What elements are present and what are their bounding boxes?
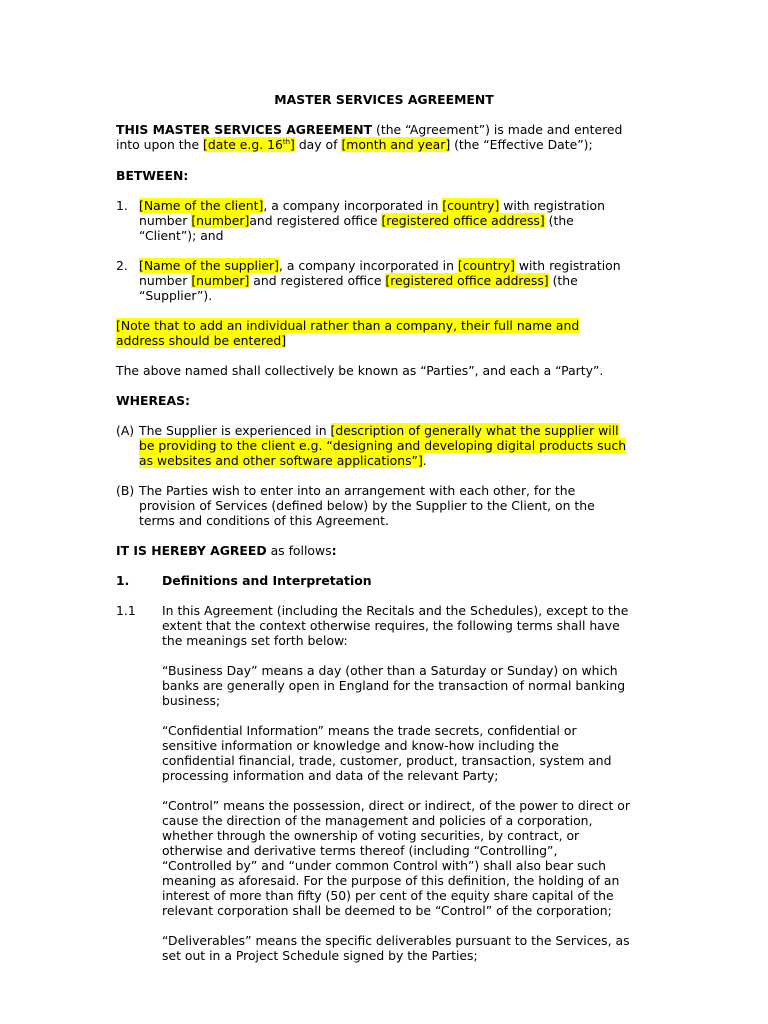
placeholder-number: [number] (191, 213, 250, 228)
def-deliverables-line: “Deliverables” means the specific deliverables pursuant to the Services, as (162, 933, 630, 948)
def-business-day-line: banks are generally open in England for the transaction of normal banking (162, 678, 626, 693)
placeholder-country: [country] (442, 198, 500, 213)
clause-1-1-line-1: In this Agreement (including the Recitals and the Schedules), except to the (162, 603, 629, 618)
placeholder-address: [registered office address] (381, 213, 545, 228)
def-control-line: “Controlled by” and “under common Control with”) shall also bear such (162, 858, 607, 873)
party-2-line-1: [Name of the supplier], a company incorporated in [country] with registration (139, 258, 621, 273)
party-2-line-3: “Supplier”). (139, 288, 213, 303)
whereas-heading: WHEREAS: (116, 393, 190, 408)
recital-a-label: (A) (116, 423, 135, 438)
placeholder-date: [date e.g. 16th] (203, 137, 295, 152)
party-2-line-2: number [number] and registered office [registered office address] (the (139, 273, 578, 288)
party-1-line-2: number [number]and registered office [registered office address] (the (139, 213, 574, 228)
placeholder-address: [registered office address] (385, 273, 549, 288)
recital-a-line-2: be providing to the client e.g. “designing and developing digital products such (139, 438, 627, 453)
section-1-number: 1. (116, 573, 130, 588)
section-1-heading: Definitions and Interpretation (162, 573, 372, 588)
note-line-1: [Note that to add an individual rather than a company, their full name and (116, 318, 580, 333)
document-title: MASTER SERVICES AGREEMENT (274, 92, 494, 107)
agreement-name: THIS MASTER SERVICES AGREEMENT (116, 122, 373, 137)
def-control-line: whether through the ownership of voting securities, by contract, or (162, 828, 580, 843)
recital-b-label: (B) (116, 483, 135, 498)
note-line-2: address should be entered] (116, 333, 287, 348)
recital-b-line-2: provision of Services (defined below) by the Supplier to the Client, on the (139, 498, 595, 513)
clause-1-1-number: 1.1 (116, 603, 136, 618)
clause-1-1-line-2: extent that the context otherwise requires, the following terms shall have (162, 618, 620, 633)
recital-b-line-1: The Parties wish to enter into an arrangement with each other, for the (139, 483, 576, 498)
placeholder-country: [country] (457, 258, 515, 273)
party-1-line-3: “Client”); and (139, 228, 224, 243)
def-business-day-line: “Business Day” means a day (other than a Saturday or Sunday) on which (162, 663, 618, 678)
clause-1-1-line-3: the meanings set forth below: (162, 633, 348, 648)
def-confidential-line: confidential financial, trade, customer, product, transaction, system and (162, 753, 612, 768)
intro-line-2 (116, 137, 593, 152)
def-confidential-line: sensitive information or knowledge and know-how including the (162, 738, 559, 753)
def-control-line: relevant corporation shall be deemed to be “Control” of the corporation; (162, 903, 612, 918)
def-confidential-line: processing information and data of the relevant Party; (162, 768, 499, 783)
def-control-line: meaning as aforesaid. For the purpose of this definition, the holding of an (162, 873, 620, 888)
recital-a-line-3: as websites and other software applications”]. (139, 453, 427, 468)
intro-text: day of (294, 137, 342, 152)
recital-a-line-1: The Supplier is experienced in [description of generally what the supplier will (139, 423, 619, 438)
intro-text: (the “Agreement”) is made and entered (372, 122, 623, 137)
placeholder-month-year: [month and year] (341, 137, 451, 152)
placeholder-number: [number] (191, 273, 250, 288)
recital-b-line-3: terms and conditions of this Agreement. (139, 513, 389, 528)
intro-text: into upon the (116, 137, 204, 152)
placeholder-supplier-name: [Name of the supplier] (139, 258, 279, 273)
party-1-line-1: [Name of the client], a company incorporated in [country] with registration (139, 198, 605, 213)
placeholder-client-name: [Name of the client] (139, 198, 264, 213)
def-control-line: interest of more than fifty (50) per cent of the equity share capital of the (162, 888, 614, 903)
intro-text: (the “Effective Date”); (450, 137, 593, 152)
def-business-day-line: business; (162, 693, 221, 708)
def-control-line: “Control” means the possession, direct or indirect, of the power to direct or (162, 798, 630, 813)
between-heading: BETWEEN: (116, 168, 189, 183)
party-2-number: 2. (116, 258, 128, 273)
def-confidential-line: “Confidential Information” means the trade secrets, confidential or (162, 723, 577, 738)
intro-line-1 (116, 122, 622, 137)
agreed-statement: IT IS HEREBY AGREED as follows: (116, 543, 337, 558)
party-1-number: 1. (116, 198, 128, 213)
def-control-line: otherwise and derivative terms thereof (including “Controlling”, (162, 843, 558, 858)
def-control-line: cause the direction of the management and policies of a corporation, (162, 813, 593, 828)
parties-definition: The above named shall collectively be known as “Parties”, and each a “Party”. (116, 363, 604, 378)
def-deliverables-line: set out in a Project Schedule signed by the Parties; (162, 948, 478, 963)
placeholder-description: [description of generally what the supplier will (330, 423, 619, 438)
